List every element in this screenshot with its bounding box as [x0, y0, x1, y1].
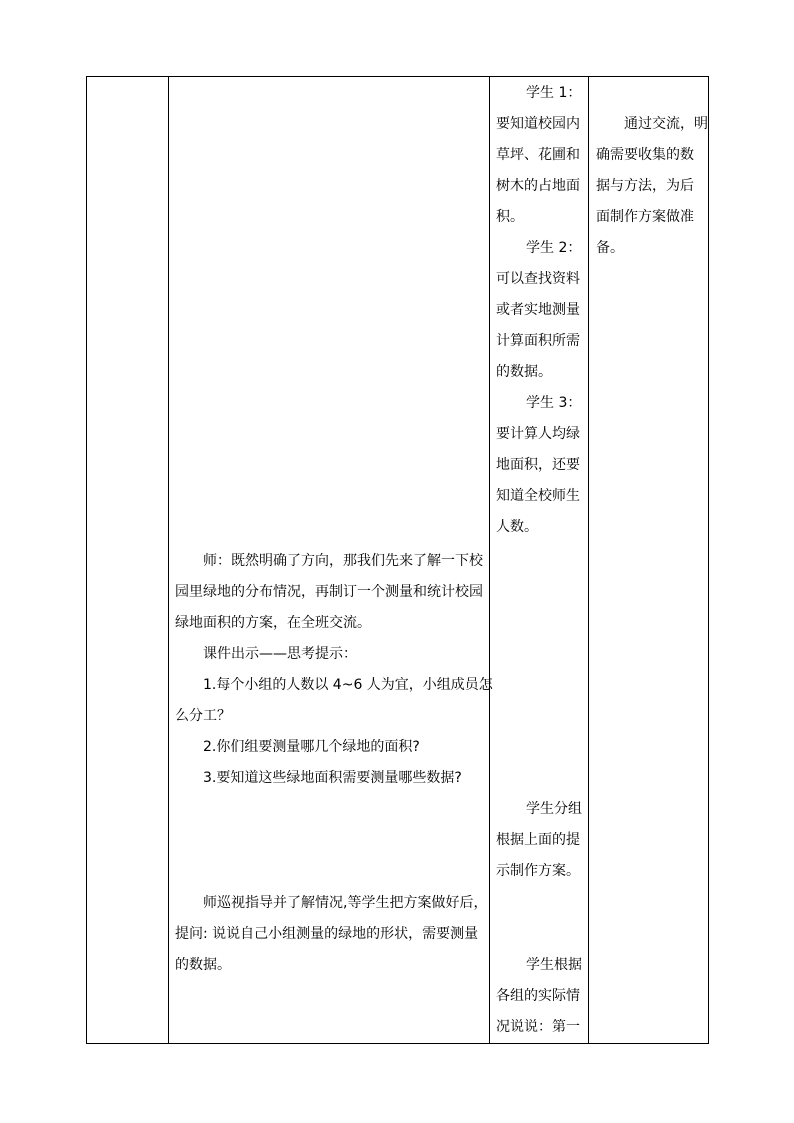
student-2-response: 学生 2： 可以查找资料 或者实地测量 计算面积所需 的数据。: [496, 240, 582, 380]
lesson-plan-table: [86, 76, 709, 1044]
teacher-activity-cell: [169, 77, 493, 1044]
courseware-prompt: 课件出示——思考提示：: [203, 646, 357, 662]
student-group-response: 学生分组 根据上面的提 示制作方案。: [496, 801, 582, 879]
stage-cell: [87, 77, 169, 1044]
question-1: 1.每个小组的人数以 4~6 人为宜，小组成员怎 么分工？: [175, 677, 493, 724]
question-2: 2.你们组要测量哪几个绿地的面积?: [203, 739, 420, 755]
student-situation-response: 学生根据 各组的实际情 况说说：第一: [496, 957, 582, 1035]
student-3-response: 学生 3： 要计算人均绿 地面积，还要 知道全校师生 人数。: [496, 395, 582, 535]
student-1-response: 学生 1： 要知道校园内 草坪、花圃和 树木的占地面 积。: [496, 85, 582, 225]
question-3: 3.要知道这些绿地面积需要测量哪些数据?: [203, 770, 462, 786]
design-intent-text: 通过交流，明 确需要收集的数 据与方法，为后 面制作方案做准 备。: [596, 116, 708, 256]
student-activity-cell: [490, 77, 589, 1044]
teacher-paragraph-direction: 师：既然明确了方向，那我们先来了解一下校 园里绿地的分布情况，再制订一个测量和统计校园 绿地面积的方案，在全班交流。: [175, 553, 483, 631]
design-intent-cell: [589, 77, 709, 1044]
table-row: [87, 77, 709, 1044]
teacher-paragraph-guidance: 师巡视指导并了解情况,等学生把方案做好后， 提问: 说说自己小组测量的绿地的形状，需要测量 的数据。: [175, 895, 488, 973]
